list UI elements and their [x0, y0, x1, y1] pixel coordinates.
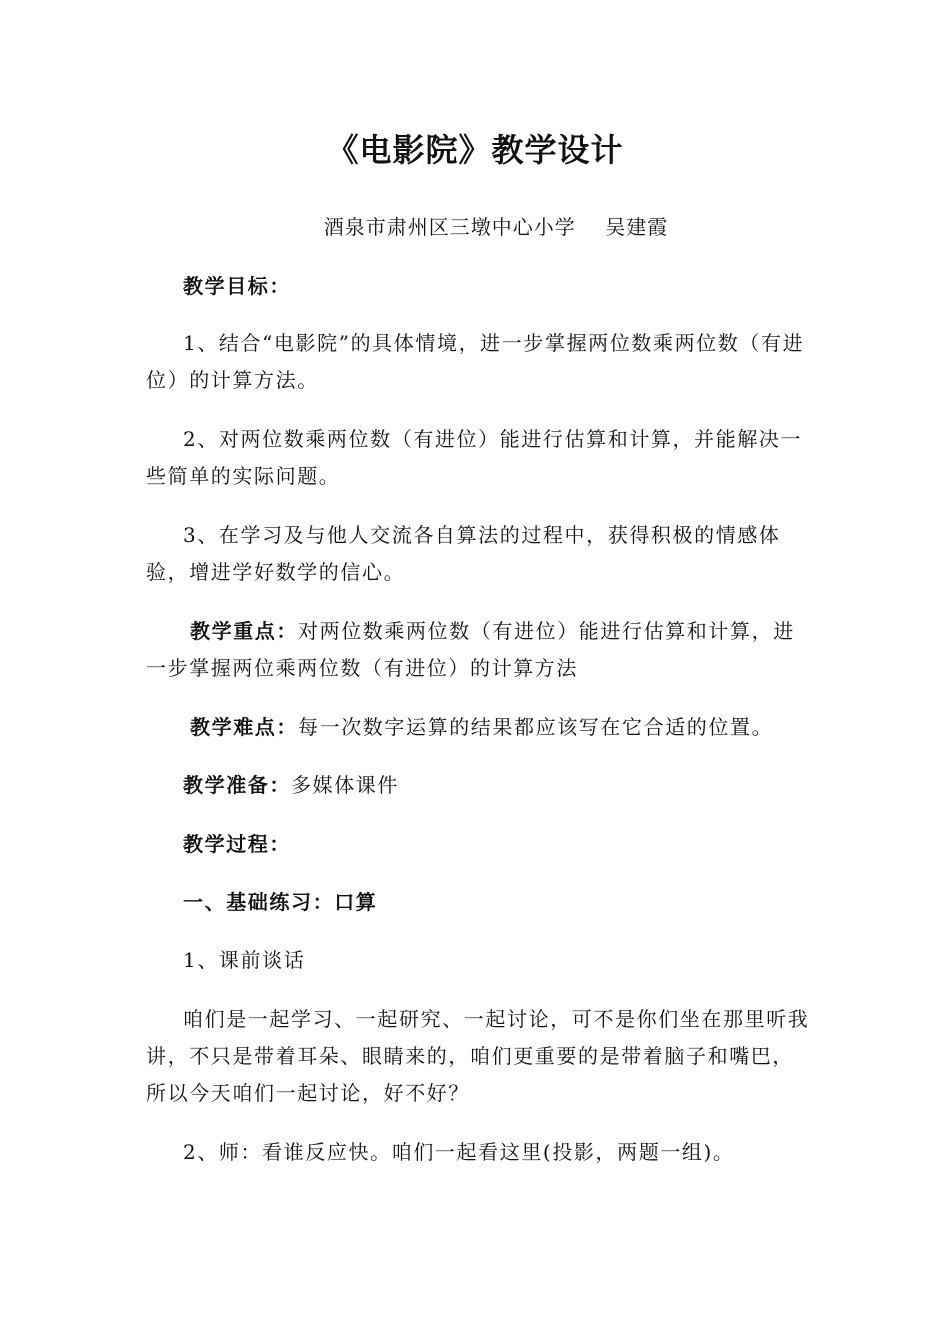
objectives-heading: 教学目标：: [183, 274, 291, 298]
preparation-label: 教学准备：: [183, 773, 291, 797]
objective-2: 2、对两位数乘两位数（有进位）能进行估算和计算，并能解决一些简单的实际问题。: [146, 427, 803, 488]
section-1-heading: 一、基础练习：口算: [183, 890, 378, 914]
document-title: 《电影院》教学设计: [326, 131, 624, 169]
objective-3: 3、在学习及与他人交流各自算法的过程中，获得积极的情感体验，增进学好数学的信心。: [146, 523, 781, 584]
talk-paragraph: 咱们是一起学习、一起研究、一起讨论，可不是你们坐在那里听我讲，不只是带着耳朵、眼睛来的，咱们更重要的是带着脑子和嘴巴，所以今天咱们一起讨论，好不好？: [146, 1007, 810, 1105]
difficulty-text: 每一次数字运算的结果都应该写在它合适的位置。: [298, 715, 774, 739]
key-point-paragraph: [146, 613, 810, 687]
difficulty-paragraph: [146, 709, 810, 746]
difficulty-label: 教学难点：: [190, 715, 298, 739]
process-heading: 教学过程：: [183, 832, 291, 856]
key-point-label: 教学重点：: [190, 619, 298, 643]
preparation-paragraph: [146, 767, 810, 804]
step-1: 1、课前谈话: [183, 948, 306, 972]
key-point-text: 对两位数乘两位数（有进位）能进行估算和计算，进一步掌握两位乘两位数（有进位）的计算方法: [146, 619, 795, 680]
preparation-text: 多媒体课件: [291, 773, 399, 797]
objective-1: 1、结合“电影院”的具体情境，进一步掌握两位数乘两位数（有进位）的计算方法。: [146, 331, 805, 392]
step-2: 2、师：看谁反应快。咱们一起看这里(投影，两题一组)。: [183, 1140, 735, 1164]
author-line: 酒泉市肃州区三墩中心小学 吴建霞: [323, 215, 669, 239]
